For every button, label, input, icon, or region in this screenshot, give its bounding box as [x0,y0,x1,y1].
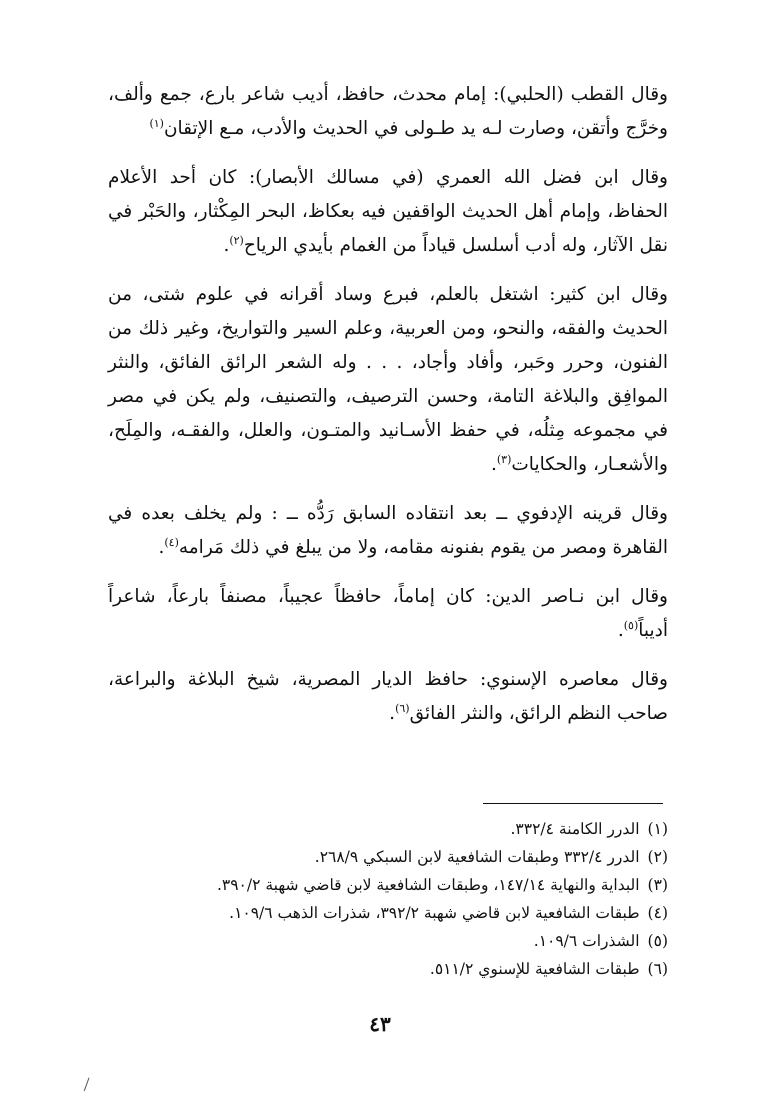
footnote-item [108,815,668,843]
paragraph-end: . [389,703,396,724]
footnote-text: الدرر الكامنة ٣٣٢/٤. [510,820,640,838]
paragraph-text: وقال ابن كثير: اشتغل بالعلم، فبرع وساد أقرانه في علوم شتى، من الحديث والفقه، والنحو، ومن العربية، وعلم السير والتواريخ، وغير ذلك من الفنون، وحرر وحَبر، وأفاد وأجاد، . . . وله الشعر الرائق الفائق، والنثر الموافِق والبلاغة التامة، وحسن الترصيف، والتصنيف، ولم يكن في مصر في مجموعه مِثلُه، في حفظ الأسـانيد والمتـون، والعلل، والفقـه، والمِلَح، والأشعـار، والحكايات [108,284,668,475]
footnote-text: الدرر ٣٣٢/٤ وطبقات الشافعية لابن السبكي ٢٦٨/٩. [314,848,640,866]
footnote-number: (٣) [647,876,668,894]
footnote-ref-6: (٦) [395,701,410,715]
quote-ibn-nasir-al-din [108,580,668,648]
footnote-text: البداية والنهاية ١٤٧/١٤، وطبقات الشافعية لابن قاضي شهبة ٣٩٠/٢. [216,876,640,894]
footnote-item [108,899,668,927]
paragraph-text: وقال معاصره الإسنوي: حافظ الديار المصرية، شيخ البلاغة والبراعة، صاحب النظم الرائق، والنثر الفائق [108,669,668,724]
footnote-ref-5: (٥) [623,618,639,632]
paragraph-end: . [490,454,497,475]
main-text [108,78,668,746]
quote-ibn-fadlallah [108,161,668,263]
quote-al-halabi [108,78,668,146]
paragraph-end: . [617,620,624,641]
footnote-item [108,927,668,955]
paragraph-text: وقال قرينه الإدفوي ــ بعد انتقاده السابق رَدُّه ــ : ولم يخلف بعده في القاهرة ومصر من يقوم بفنونه مقامه، ولا من يبلغ في ذلك مَرامه [108,503,668,558]
footnote-item [108,871,668,899]
quote-al-idfawi [108,497,668,565]
page-number: ٤٣ [369,1012,391,1036]
paragraph-end: . [158,537,165,558]
footnote-text: الشذرات ١٠٩/٦. [533,932,640,950]
paragraph-text: وقال القطب (الحلبي): إمام محدث، حافظ، أديب شاعر بارع، جمع وألف، وخرَّج وأتقن، وصارت لـه يد طـولى في الحديث والأدب، مـع الإتقان [108,84,668,139]
footnote-number: (٢) [647,848,668,866]
scan-mark [84,1078,93,1093]
paragraph-end: . [223,235,230,256]
footnote-number: (٤) [647,904,668,922]
footnote-number: (٦) [647,960,668,978]
footnote-ref-2: (٢) [229,233,244,247]
footnotes [108,815,668,983]
paragraph-text: وقال ابن فضل الله العمري (في مسالك الأبصار): كان أحد الأعلام الحفاظ، وإمام أهل الحديث الواقفين فيه بعكاظ، البحر المِكْثار، والحَبْر في نقل الآثار، وله أدب أسلسل قياداً من الغمام بأيدي الرياح [108,167,668,256]
footnote-number: (١) [647,820,668,838]
footnote-item [108,843,668,871]
quote-ibn-kathir [108,278,668,482]
footnote-ref-4: (٤) [164,535,179,549]
footnote-text: طبقات الشافعية لابن قاضي شهبة ٣٩٢/٢، شذرات الذهب ١٠٩/٦. [229,904,640,922]
footnote-item [108,955,668,983]
footnote-ref-1: (١) [149,116,164,130]
footnote-separator [483,803,663,804]
footnote-number: (٥) [647,932,668,950]
footnote-ref-3: (٣) [496,452,512,466]
footnote-text: طبقات الشافعية للإسنوي ٥١١/٢. [429,960,640,978]
quote-al-isnawi [108,663,668,731]
paragraph-text: وقال ابن نـاصر الدين: كان إماماً، حافظاً عجيباً، مصنفاً بارعاً، شاعراً أديباً [108,586,668,641]
